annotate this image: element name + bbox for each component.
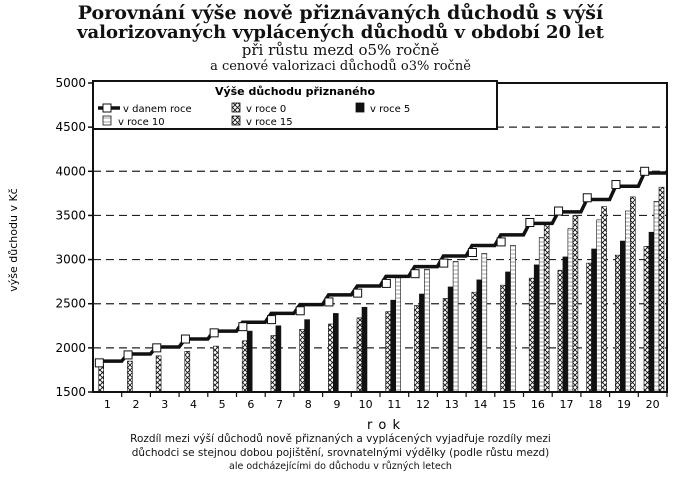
bar-series1-year15 (506, 272, 511, 392)
bar-series3-year16 (544, 224, 549, 392)
legend-title: Výše důchodu přiznaného (214, 85, 376, 98)
bar-series0-year7 (271, 335, 276, 392)
y-tick-label-1500: 1500 (55, 385, 86, 399)
x-tick-label-18: 18 (588, 398, 603, 411)
x-tick-label-14: 14 (473, 398, 488, 411)
bar-series2-year16 (539, 238, 544, 393)
marker-year12 (411, 270, 419, 278)
marker-year17 (555, 207, 563, 215)
x-tick-label-7: 7 (276, 398, 284, 411)
chart-title-line-2: valorizovaných vyplácených důchodů v období 20 let (77, 22, 604, 43)
x-axis-label: r o k (366, 418, 402, 432)
chart-title-line-1: Porovnání výše nově přiznávaných důchodů s výší (77, 2, 604, 24)
marker-year20 (641, 167, 649, 175)
marker-year16 (526, 218, 534, 226)
footnote-line-2: důchodci se stejnou dobou pojištění, srovnatelnými výdělky (podle růstu mezd) (131, 447, 550, 459)
bar-series2-year18 (597, 220, 602, 392)
bar-series1-year16 (534, 265, 539, 392)
x-tick-label-20: 20 (645, 398, 660, 411)
bar-series3-year17 (573, 215, 578, 392)
line-series-step (99, 173, 667, 361)
marker-year18 (583, 194, 591, 202)
bar-series2-year15 (511, 245, 516, 392)
bar-series1-year10 (362, 307, 367, 392)
y-tick-label-2000: 2000 (55, 340, 86, 355)
marker-year15 (497, 238, 505, 246)
marker-year1 (95, 359, 103, 367)
bar-series1-year9 (333, 313, 338, 392)
bar-series1-year18 (592, 249, 597, 392)
bar-series0-year3 (156, 356, 161, 392)
bar-series0-year10 (357, 318, 362, 392)
x-tick-label-1: 1 (103, 398, 111, 411)
marker-year19 (612, 181, 620, 189)
marker-year2 (124, 351, 132, 359)
marker-year8 (296, 307, 304, 315)
legend-label-roce10: v roce 10 (118, 117, 165, 128)
bar-series2-year17 (568, 229, 573, 392)
legend-label-roce0: v roce 0 (246, 104, 287, 115)
x-tick-label-16: 16 (530, 398, 545, 411)
x-tick-label-12: 12 (416, 398, 431, 411)
chart-subtitle-line-2: a cenové valorizaci důchodů o3% ročně (210, 59, 471, 74)
footnote-line-3: ale odcházejícími do důchodu v různých letech (229, 461, 452, 472)
x-tick-label-4: 4 (189, 398, 197, 411)
bar-series0-year6 (242, 341, 247, 392)
x-tick-label-10: 10 (358, 398, 373, 411)
bar-series0-year9 (328, 324, 333, 392)
marker-year6 (239, 323, 247, 331)
bar-series1-year13 (448, 287, 453, 392)
x-tick-label-19: 19 (616, 398, 631, 411)
bar-series3-year18 (602, 207, 607, 392)
bar-series2-year14 (482, 253, 487, 392)
bar-series0-year16 (529, 278, 534, 392)
legend (93, 81, 497, 129)
step-line (95, 167, 667, 367)
legend-label-line: v danem roce (123, 104, 192, 115)
bar-series1-year12 (419, 294, 424, 392)
bar-series0-year5 (214, 346, 219, 392)
bar-series0-year2 (127, 361, 132, 392)
bar-series0-year8 (300, 329, 305, 392)
bar-series3-year19 (630, 197, 635, 392)
bar-series1-year17 (563, 257, 568, 392)
y-tick-label-5000: 5000 (55, 76, 86, 90)
x-tick-label-2: 2 (132, 398, 140, 411)
bar-series3-year20 (659, 187, 664, 392)
x-tick-label-15: 15 (502, 398, 517, 411)
bar-series0-year14 (472, 292, 477, 392)
bar-series2-year20 (654, 201, 659, 392)
marker-year5 (210, 329, 218, 337)
y-tick-label-4000: 4000 (55, 164, 86, 179)
bar-series0-year1 (99, 366, 104, 392)
chart-subtitle-line-1: při růstu mezd o5% ročně (241, 41, 440, 59)
grid-lines (93, 127, 667, 348)
x-tick-label-5: 5 (218, 398, 226, 411)
bar-series1-year20 (649, 232, 654, 392)
x-tick-label-17: 17 (559, 398, 574, 411)
bar-series0-year17 (558, 270, 563, 392)
marker-year3 (153, 344, 161, 352)
x-tick-label-3: 3 (161, 398, 169, 411)
x-tick-label-6: 6 (247, 398, 255, 411)
marker-year9 (325, 298, 333, 306)
bar-series1-year8 (305, 320, 310, 392)
bar-series2-year11 (396, 277, 401, 392)
legend-label-roce5: v roce 5 (370, 104, 411, 115)
footnote-line-1: Rozdíl mezi výší důchodů nově přiznaných a vyplácených vyjadřuje rozdíly mezi (130, 433, 551, 445)
bar-series2-year12 (424, 269, 429, 392)
marker-year11 (382, 279, 390, 287)
marker-year4 (181, 335, 189, 343)
legend-label-roce15: v roce 15 (246, 117, 293, 128)
x-tick-label-13: 13 (444, 398, 459, 411)
y-axis-label: výše důchodu v Kč (7, 188, 20, 292)
x-tick-label-11: 11 (387, 398, 402, 411)
bar-series0-year12 (414, 305, 419, 392)
y-tick-label-3500: 3500 (55, 208, 86, 223)
bar-series2-year19 (625, 211, 630, 392)
y-tick-label-3000: 3000 (55, 252, 86, 267)
bar-series1-year11 (391, 300, 396, 392)
bar-series0-year13 (443, 298, 448, 392)
bar-series1-year19 (620, 241, 625, 392)
x-tick-label-9: 9 (333, 398, 341, 411)
y-tick-label-2500: 2500 (55, 296, 86, 311)
marker-year10 (354, 289, 362, 297)
bar-series0-year4 (185, 351, 190, 392)
bar-series2-year13 (453, 261, 458, 392)
bar-series0-year19 (615, 255, 620, 392)
bar-series0-year11 (386, 312, 391, 392)
marker-year13 (440, 259, 448, 267)
axes (88, 83, 667, 397)
bar-series0-year15 (501, 285, 506, 392)
bar-series0-year20 (644, 246, 649, 392)
bars (99, 187, 664, 392)
pension-chart (0, 72, 681, 432)
marker-year14 (468, 249, 476, 257)
marker-year7 (268, 316, 276, 324)
x-tick-label-8: 8 (304, 398, 312, 411)
bar-series1-year6 (247, 331, 252, 392)
y-tick-label-4500: 4500 (55, 120, 86, 135)
bar-series1-year14 (477, 280, 482, 392)
bar-series1-year7 (276, 326, 281, 392)
bar-series0-year18 (587, 263, 592, 392)
